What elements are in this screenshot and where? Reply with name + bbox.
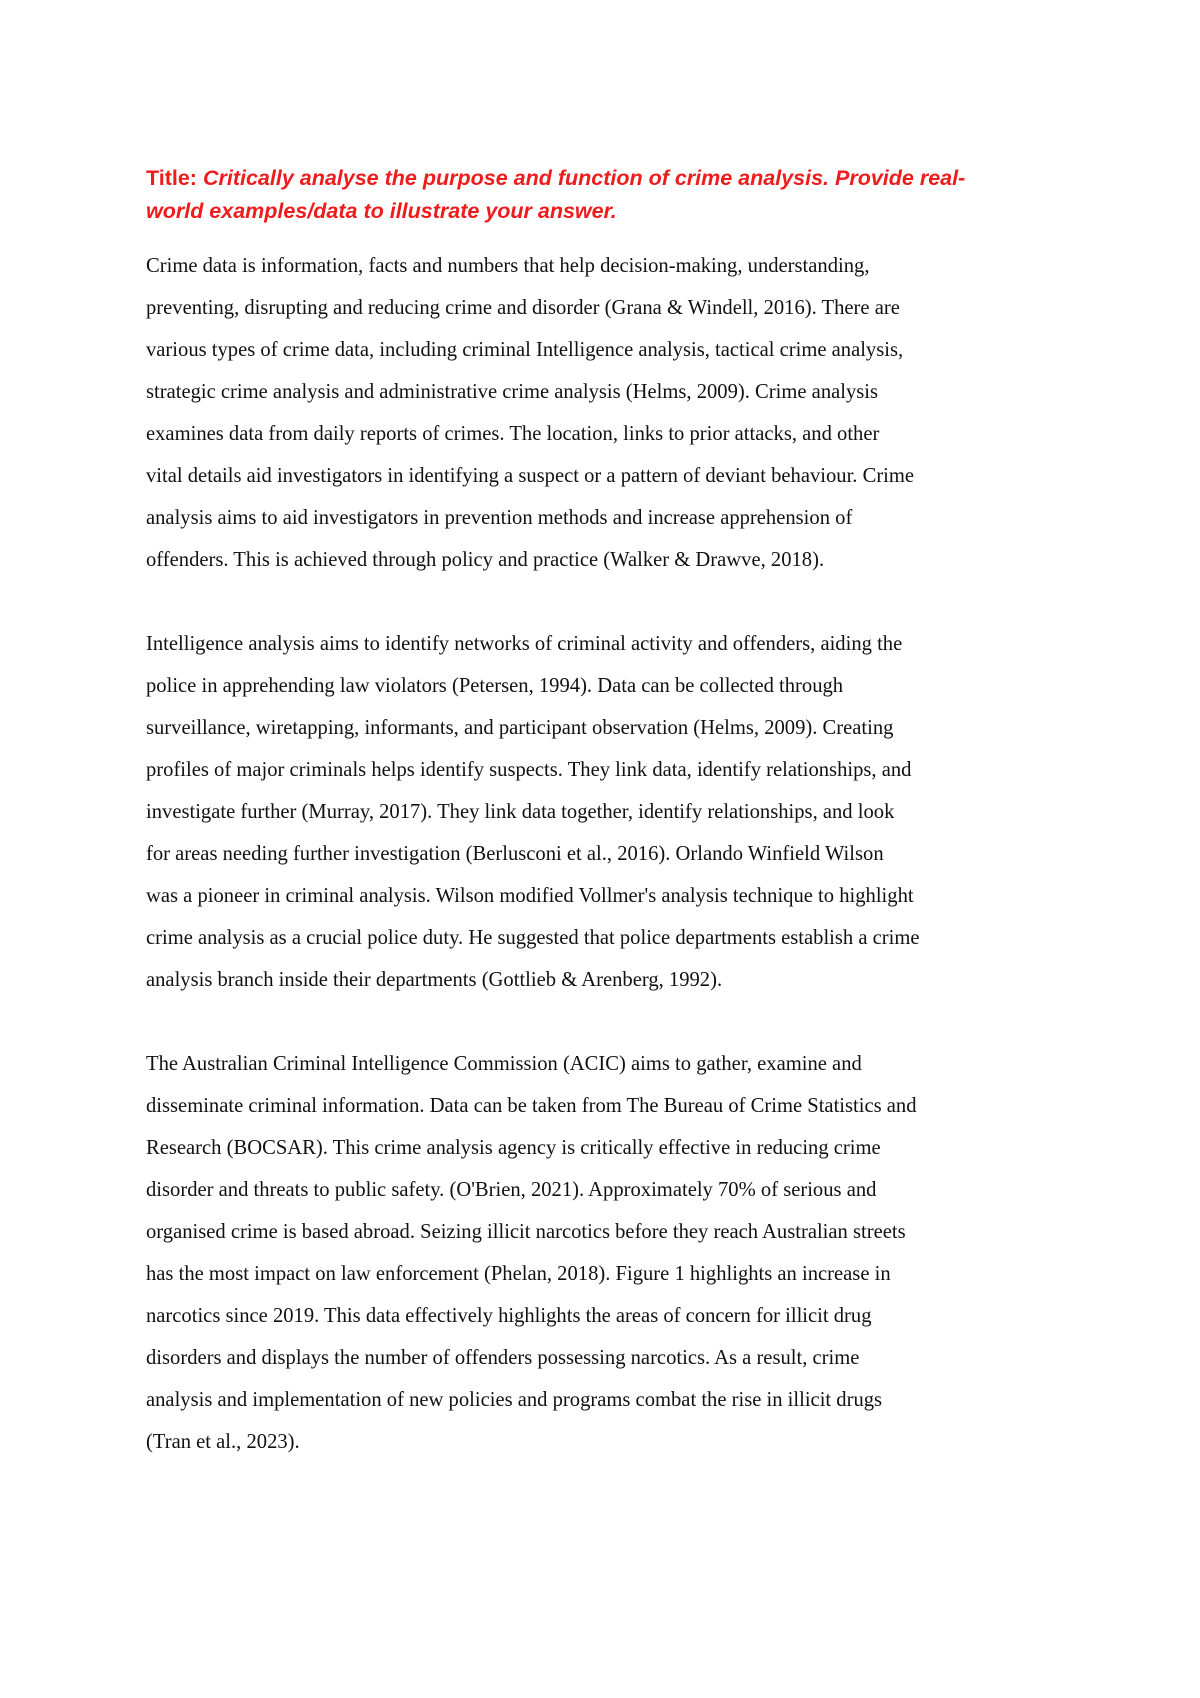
paragraph-line: has the most impact on law enforcement (Phelan, 2018). Figure 1 highlights an increase in — [146, 1263, 891, 1285]
paragraph-line: analysis branch inside their departments (Gottlieb & Arenberg, 1992). — [146, 969, 723, 991]
paragraph-line: Intelligence analysis aims to identify networks of criminal activity and offenders, aiding the — [146, 633, 903, 655]
paragraph-2 — [146, 623, 1076, 1001]
paragraph-line: offenders. This is achieved through policy and practice (Walker & Drawve, 2018). — [146, 549, 825, 571]
title-label: Title: — [146, 166, 203, 190]
essay-body — [146, 245, 1076, 1463]
essay-title — [146, 162, 1066, 228]
paragraph-line: crime analysis as a crucial police duty. He suggested that police departments establish a crime — [146, 927, 920, 949]
paragraph-line: Research (BOCSAR). This crime analysis agency is critically effective in reducing crime — [146, 1137, 881, 1159]
paragraph-line: was a pioneer in criminal analysis. Wilson modified Vollmer's analysis technique to highlight — [146, 885, 914, 907]
paragraph-line: Crime data is information, facts and numbers that help decision-making, understanding, — [146, 255, 870, 277]
paragraph-line: disorder and threats to public safety. (O'Brien, 2021). Approximately 70% of serious and — [146, 1179, 877, 1201]
paragraph-line: surveillance, wiretapping, informants, and participant observation (Helms, 2009). Creating — [146, 717, 894, 739]
paragraph-line: preventing, disrupting and reducing crime and disorder (Grana & Windell, 2016). There are — [146, 297, 900, 319]
paragraph-line: for areas needing further investigation (Berlusconi et al., 2016). Orlando Winfield Wilson — [146, 843, 884, 865]
title-text-line-2: world examples/data to illustrate your answer. — [146, 199, 617, 223]
paragraph-3 — [146, 1043, 1076, 1463]
paragraph-line: (Tran et al., 2023). — [146, 1431, 300, 1453]
paragraph-line: narcotics since 2019. This data effectively highlights the areas of concern for illicit drug — [146, 1305, 872, 1327]
paragraph-line: examines data from daily reports of crimes. The location, links to prior attacks, and other — [146, 423, 880, 445]
paragraph-line: strategic crime analysis and administrative crime analysis (Helms, 2009). Crime analysis — [146, 381, 879, 403]
paragraph-1 — [146, 245, 1076, 581]
paragraph-line: The Australian Criminal Intelligence Commission (ACIC) aims to gather, examine and — [146, 1053, 862, 1075]
paragraph-line: police in apprehending law violators (Petersen, 1994). Data can be collected through — [146, 675, 844, 697]
paragraph-line: vital details aid investigators in identifying a suspect or a pattern of deviant behaviour. Crime — [146, 465, 915, 487]
paragraph-line: analysis aims to aid investigators in prevention methods and increase apprehension of — [146, 507, 853, 529]
paragraph-line: disorders and displays the number of offenders possessing narcotics. As a result, crime — [146, 1347, 860, 1369]
paragraph-line: disseminate criminal information. Data can be taken from The Bureau of Crime Statistics and — [146, 1095, 917, 1117]
title-text-line-1: Critically analyse the purpose and function of crime analysis. Provide real- — [202, 166, 966, 190]
paragraph-line: analysis and implementation of new policies and programs combat the rise in illicit drugs — [146, 1389, 883, 1411]
paragraph-line: profiles of major criminals helps identify suspects. They link data, identify relationships, and — [146, 759, 912, 781]
paragraph-line: various types of crime data, including criminal Intelligence analysis, tactical crime analysis, — [146, 339, 904, 361]
paragraph-line: organised crime is based abroad. Seizing illicit narcotics before they reach Australian streets — [146, 1221, 906, 1243]
paragraph-line: investigate further (Murray, 2017). They link data together, identify relationships, and look — [146, 801, 895, 823]
